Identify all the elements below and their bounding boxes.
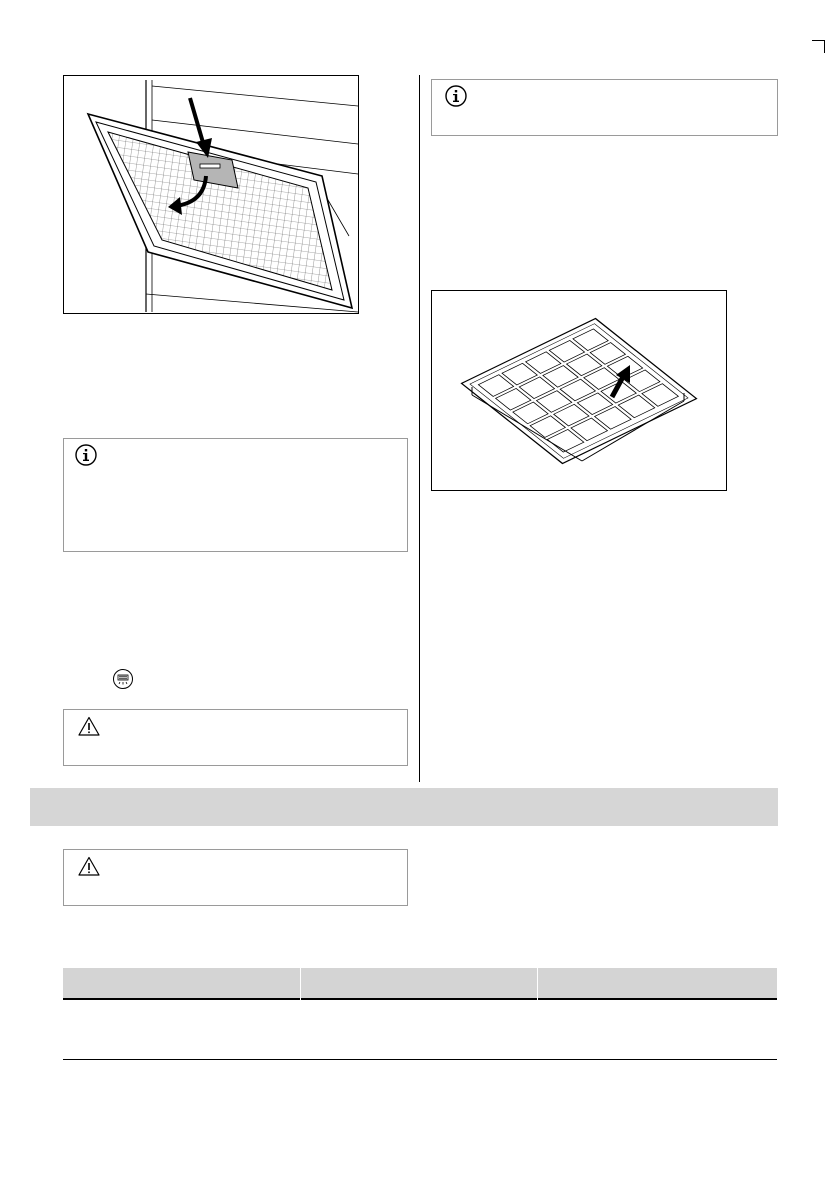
info-icon	[74, 443, 98, 467]
grease-filter-clean-icon	[112, 668, 134, 690]
info-icon	[444, 84, 468, 108]
info-note-box-right	[431, 79, 778, 136]
crop-mark	[812, 40, 825, 53]
table-row-bottom-rule	[63, 1059, 777, 1060]
grease-filter-figure	[63, 75, 359, 314]
carbon-filter-figure	[431, 290, 727, 491]
table-header-row	[63, 968, 777, 1000]
info-note-box	[63, 438, 408, 552]
column-divider	[419, 75, 420, 782]
warning-note-box-section	[63, 849, 408, 906]
table-column-separator	[537, 968, 538, 1000]
carbon-filter-drawing	[432, 291, 726, 490]
grease-filter-drawing	[64, 76, 358, 313]
section-heading-band	[30, 788, 778, 826]
warning-note-box	[63, 709, 408, 766]
warning-triangle-icon	[78, 856, 100, 876]
table-column-separator	[300, 968, 301, 1000]
warning-triangle-icon	[78, 716, 100, 736]
